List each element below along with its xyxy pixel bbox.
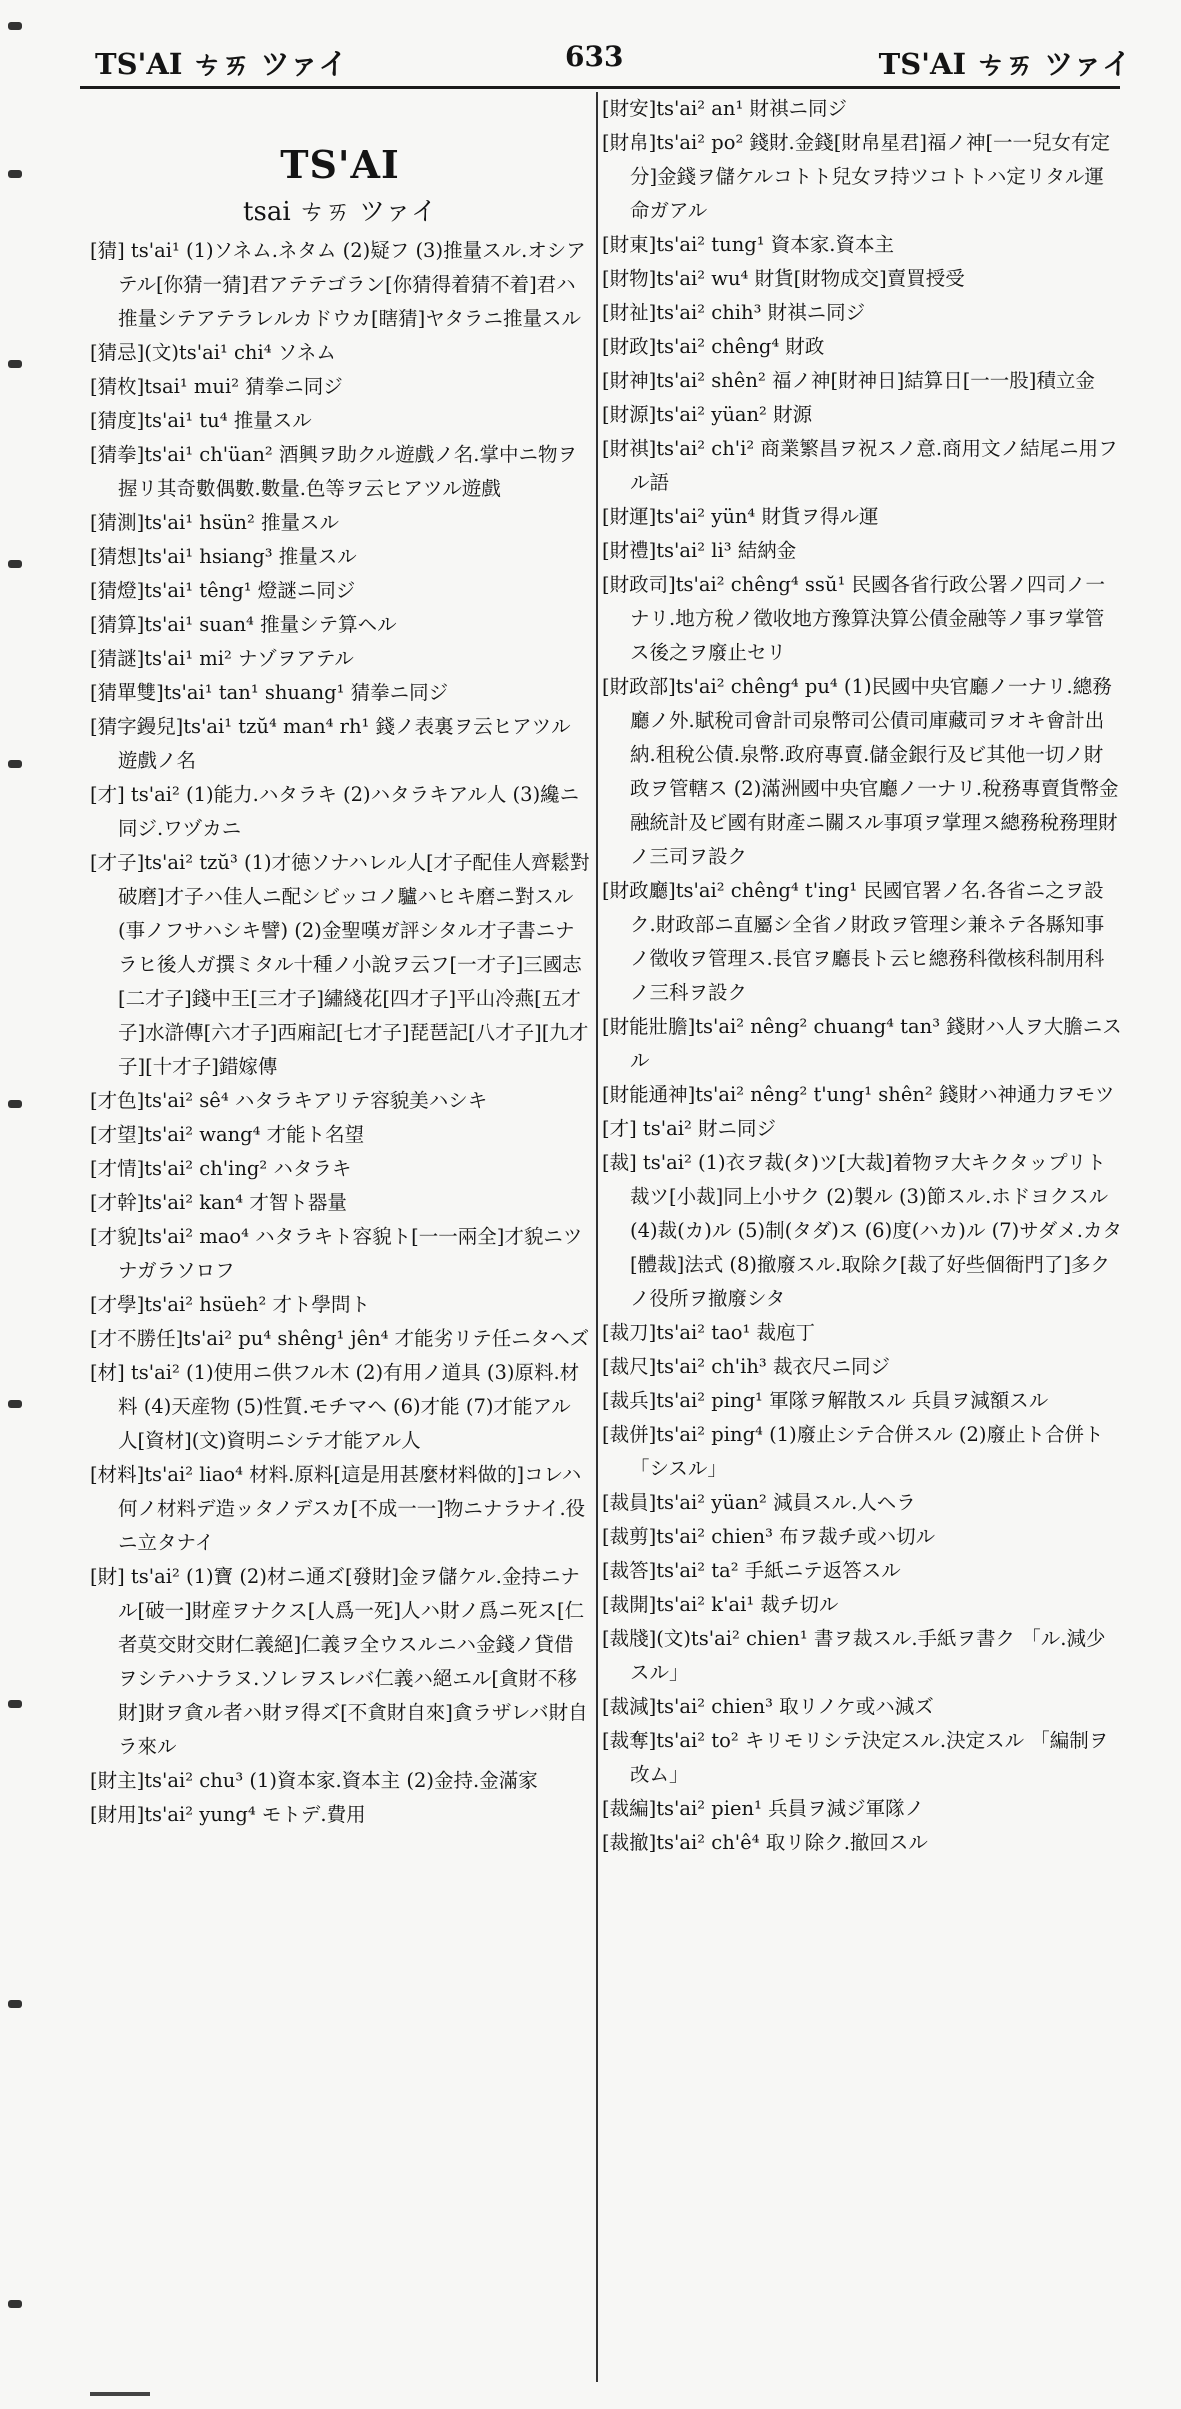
dictionary-entry: [裁編]ts'ai² pien¹ 兵員ヲ減ジ軍隊ノ — [602, 1797, 925, 1820]
right-column — [602, 92, 1122, 2382]
dictionary-entry: [財禮]ts'ai² li³ 結納金 — [602, 539, 797, 562]
dictionary-entry: [猜算]ts'ai¹ suan⁴ 推量シテ算ヘル — [90, 613, 397, 636]
dictionary-entry: [財政]ts'ai² chêng⁴ 財政 — [602, 335, 825, 358]
dictionary-entry: [猜單雙]ts'ai¹ tan¹ shuang¹ 猜拳ニ同ジ — [90, 681, 449, 704]
dictionary-entry: [才子]ts'ai² tzŭ³ (1)才徳ソナハレル人[才子配佳人齊鬆對破磨]才子ハ佳人ニ配シビッコノ驢ハヒキ磨ニ對スル(事ノフサハシキ譬) (2)金聖嘆ガ評シタル才子書ニナラヒ後人ガ撰ミタル十種ノ小說ヲ云フ[一才子]三國志[二才子]錢中王[三才子]繡綫花[四才子]平山冷燕[五才子]水滸傳[六才子]西廂記[七才子]琵琶記[八才子][九才子][十才子]錯嫁傳 — [90, 851, 590, 1078]
dictionary-entry: [猜忌](文)ts'ai¹ chi⁴ ソネム — [90, 341, 336, 364]
right-entry-list — [602, 92, 1122, 1860]
dictionary-entry: [猜] ts'ai¹ (1)ソネム.ネタム (2)疑フ (3)推量スル.オシアテル[你猜一猜]君アテテゴラン[你猜得着猜不着]君ハ推量シテアテラレルカドウカ[瞎猜]ヤタラニ推量スル — [90, 239, 586, 330]
dictionary-entry: [才] ts'ai² 財ニ同ジ — [602, 1117, 776, 1140]
dictionary-entry: [才學]ts'ai² hsüeh² 才ト學問ト — [90, 1293, 371, 1316]
dictionary-entry: [財政廳]ts'ai² chêng⁴ t'ing¹ 民國官署ノ名.各省ニ之ヲ設ク.財政部ニ直屬シ全省ノ財政ヲ管理シ兼ネテ各縣知事ノ徵收ヲ管理ス.長官ヲ廳長ト云ヒ總務科徵核科制用科ノ三科ヲ設ク — [602, 879, 1105, 1004]
margin-mark — [8, 760, 22, 768]
dictionary-entry: [裁減]ts'ai² chien³ 取リノケ或ハ減ズ — [602, 1695, 934, 1718]
dictionary-entry: [財神]ts'ai² shên² 福ノ神[財神日]結算日[一一股]積立金 — [602, 369, 1095, 392]
dictionary-entry: [猜想]ts'ai¹ hsiang³ 推量スル — [90, 545, 357, 568]
dictionary-entry: [裁開]ts'ai² k'ai¹ 裁チ切ル — [602, 1593, 839, 1616]
dictionary-entry: [財東]ts'ai² tung¹ 資本家.資本主 — [602, 233, 894, 256]
dictionary-entry: [財主]ts'ai² chu³ (1)資本家.資本主 (2)金持.金滿家 — [90, 1769, 538, 1792]
page-header — [0, 0, 1181, 80]
dictionary-entry: [財帛]ts'ai² po² 錢財.金錢[財帛星君]福ノ神[一一兒女有定分]金錢ヲ儲ケルコトト兒女ヲ持ツコトトハ定リタル運命ガアル — [602, 131, 1111, 222]
dictionary-entry: [才情]ts'ai² ch'ing² ハタラキ — [90, 1157, 352, 1180]
left-entry-list — [90, 234, 590, 1832]
dictionary-entry: [猜度]ts'ai¹ tu⁴ 推量スル — [90, 409, 312, 432]
dictionary-entry: [裁剪]ts'ai² chien³ 布ヲ裁チ或ハ切ル — [602, 1525, 936, 1548]
dictionary-entry: [財運]ts'ai² yün⁴ 財貨ヲ得ル運 — [602, 505, 879, 528]
dictionary-entry: [財安]ts'ai² an¹ 財祺ニ同ジ — [602, 97, 847, 120]
dictionary-entry: [裁答]ts'ai² ta² 手紙ニテ返答スル — [602, 1559, 901, 1582]
dictionary-entry: [猜謎]ts'ai¹ mi² ナゾヲアテル — [90, 647, 354, 670]
margin-mark — [8, 2300, 22, 2308]
header-rule — [80, 86, 1120, 89]
section-title: TS'AI — [280, 142, 400, 187]
dictionary-entry: [材] ts'ai² (1)使用ニ供フル木 (2)有用ノ道具 (3)原料.材料 (4)天産物 (5)性質.モチマヘ (6)才能 (7)才能アル人[資材](文)資明ニシテ才能アル人 — [90, 1361, 580, 1452]
dictionary-entry: [猜拳]ts'ai¹ ch'üan² 酒興ヲ助クル遊戲ノ名.掌中ニ物ヲ握リ其奇數偶數.數量.色等ヲ云ヒアツル遊戲 — [90, 443, 578, 500]
running-head-right: TS'AI ㄘㄞ ツァイ — [878, 47, 1131, 81]
dictionary-entry: [裁刀]ts'ai² tao¹ 裁庖丁 — [602, 1321, 816, 1344]
dictionary-entry: [才幹]ts'ai² kan⁴ 才智ト器量 — [90, 1191, 347, 1214]
dictionary-entry: [財政司]ts'ai² chêng⁴ ssŭ¹ 民國各省行政公署ノ四司ノ一ナリ.地方稅ノ徵收地方豫算決算公債金融等ノ事ヲ掌管ス後之ヲ廢止セリ — [602, 573, 1105, 664]
dictionary-entry: [裁撤]ts'ai² ch'ê⁴ 取リ除ク.撤回スル — [602, 1831, 928, 1854]
dictionary-entry: [裁奪]ts'ai² to² キリモリシテ決定スル.決定スル 「編制ヲ改ム」 — [602, 1729, 1109, 1786]
binding-margin — [0, 0, 40, 2409]
dictionary-entry: [財祉]ts'ai² chih³ 財祺ニ同ジ — [602, 301, 866, 324]
section-subtitle: tsai ㄘㄞ ツァイ — [243, 197, 437, 227]
margin-mark — [8, 1100, 22, 1108]
dictionary-entry: [財源]ts'ai² yüan² 財源 — [602, 403, 813, 426]
dictionary-entry: [財政部]ts'ai² chêng⁴ pu⁴ (1)民國中央官廳ノ一ナリ.總務廳ノ外.賦稅司會計司泉幣司公債司庫藏司ヲオキ會計出納.租稅公債.泉幣.政府專賣.儲金銀行及ビ其他一切ノ財政ヲ管轄ス (2)滿洲國中央官廳ノ一ナリ.稅務專賣貨幣金融統計及ビ國有財產ニ關スル事項ヲ掌理ス總務稅務理財ノ三司ヲ設ク — [602, 675, 1119, 868]
left-column — [90, 92, 590, 2382]
margin-mark — [8, 1400, 22, 1408]
dictionary-entry: [財] ts'ai² (1)寶 (2)材ニ通ズ[發財]金ヲ儲ケル.金持ニナル[破一]財産ヲナクス[人爲一死]人ハ財ノ爲ニ死ス[仁者莫交財交財仁義絕]仁義ヲ全ウスルニハ金錢ノ貸借ヲシテハナラヌ.ソレヲスレバ仁義ハ絕エル[貪財不移財]財ヲ貪ル者ハ財ヲ得ズ[不貪財自來]貪ラザレバ財自ラ來ル — [90, 1565, 588, 1758]
dictionary-entry: [才色]ts'ai² sê⁴ ハタラキアリテ容貌美ハシキ — [90, 1089, 488, 1112]
dictionary-entry: [裁] ts'ai² (1)衣ヲ裁(タ)ツ[大裁]着物ヲ大キクタップリト裁ツ[小裁]同上小サク (2)製ル (3)節スル.ホドヨクスル (4)裁(カ)ル (5)制(タダ)ス (6)度(ハカ)ル (7)サダメ.カタ[體裁]法式 (8)撤廢スル.取除ク[裁了好些個衙門了]多クノ役所ヲ撤廢シタ — [602, 1151, 1122, 1310]
dictionary-entry: [猜字鏝兒]ts'ai¹ tzŭ⁴ man⁴ rh¹ 錢ノ表裏ヲ云ヒアツル遊戲ノ名 — [90, 715, 571, 772]
dictionary-entry: [財祺]ts'ai² ch'i² 商業繁昌ヲ祝スノ意.商用文ノ結尾ニ用フル語 — [602, 437, 1118, 494]
margin-mark — [8, 22, 22, 30]
dictionary-entry: [裁兵]ts'ai² ping¹ 軍隊ヲ解散スル 兵員ヲ減額スル — [602, 1389, 1049, 1412]
running-head-left: TS'AI ㄘㄞ ツァイ — [95, 47, 348, 81]
margin-mark — [8, 360, 22, 368]
dictionary-entry: [猜枚]tsai¹ mui² 猜拳ニ同ジ — [90, 375, 343, 398]
dictionary-entry: [財用]ts'ai² yung⁴ モトデ.費用 — [90, 1803, 366, 1826]
margin-mark — [8, 1700, 22, 1708]
dictionary-entry: [財能壯膽]ts'ai² nêng² chuang⁴ tan³ 錢財ハ人ヲ大膽ニスル — [602, 1015, 1122, 1072]
dictionary-entry: [裁尺]ts'ai² ch'ih³ 裁衣尺ニ同ジ — [602, 1355, 890, 1378]
dictionary-entry: [財能通神]ts'ai² nêng² t'ung¹ shên² 錢財ハ神通力ヲモツ — [602, 1083, 1115, 1106]
dictionary-entry: [才] ts'ai² (1)能力.ハタラキ (2)ハタラキアル人 (3)纔ニ同ジ.ワヅカニ — [90, 783, 580, 840]
dictionary-entry: [裁員]ts'ai² yüan² 減員スル.人ヘラ — [602, 1491, 916, 1514]
dictionary-entry: [猜測]ts'ai¹ hsün² 推量スル — [90, 511, 339, 534]
margin-mark — [8, 170, 22, 178]
dictionary-entry: [裁牋](文)ts'ai² chien¹ 書ヲ裁スル.手紙ヲ書ク 「ル.減少スル」 — [602, 1627, 1106, 1684]
dictionary-entry: [猜燈]ts'ai¹ têng¹ 燈謎ニ同ジ — [90, 579, 356, 602]
dictionary-entry: [才望]ts'ai² wang⁴ 才能ト名望 — [90, 1123, 365, 1146]
margin-mark — [8, 560, 22, 568]
dictionary-entry: [財物]ts'ai² wu⁴ 財貨[財物成交]賣買授受 — [602, 267, 965, 290]
footer-mark — [90, 2392, 150, 2396]
margin-mark — [8, 2000, 22, 2008]
dictionary-entry: [材料]ts'ai² liao⁴ 材料.原料[這是用甚麼材料做的]コレハ何ノ材料デ造ッタノデスカ[不成一一]物ニナラナイ.役ニ立タナイ — [90, 1463, 586, 1554]
dictionary-entry: [才不勝任]ts'ai² pu⁴ shêng¹ jên⁴ 才能劣リテ任ニタヘズ — [90, 1327, 590, 1350]
dictionary-entry: [裁併]ts'ai² ping⁴ (1)廢止シテ合併スル (2)廢止ト合併ト 「シスル」 — [602, 1423, 1104, 1480]
column-divider — [596, 92, 598, 2382]
dictionary-entry: [才貌]ts'ai² mao⁴ ハタラキト容貌ト[一一兩全]才貌ニツナガラソロフ — [90, 1225, 583, 1282]
page-number: 633 — [565, 40, 624, 73]
